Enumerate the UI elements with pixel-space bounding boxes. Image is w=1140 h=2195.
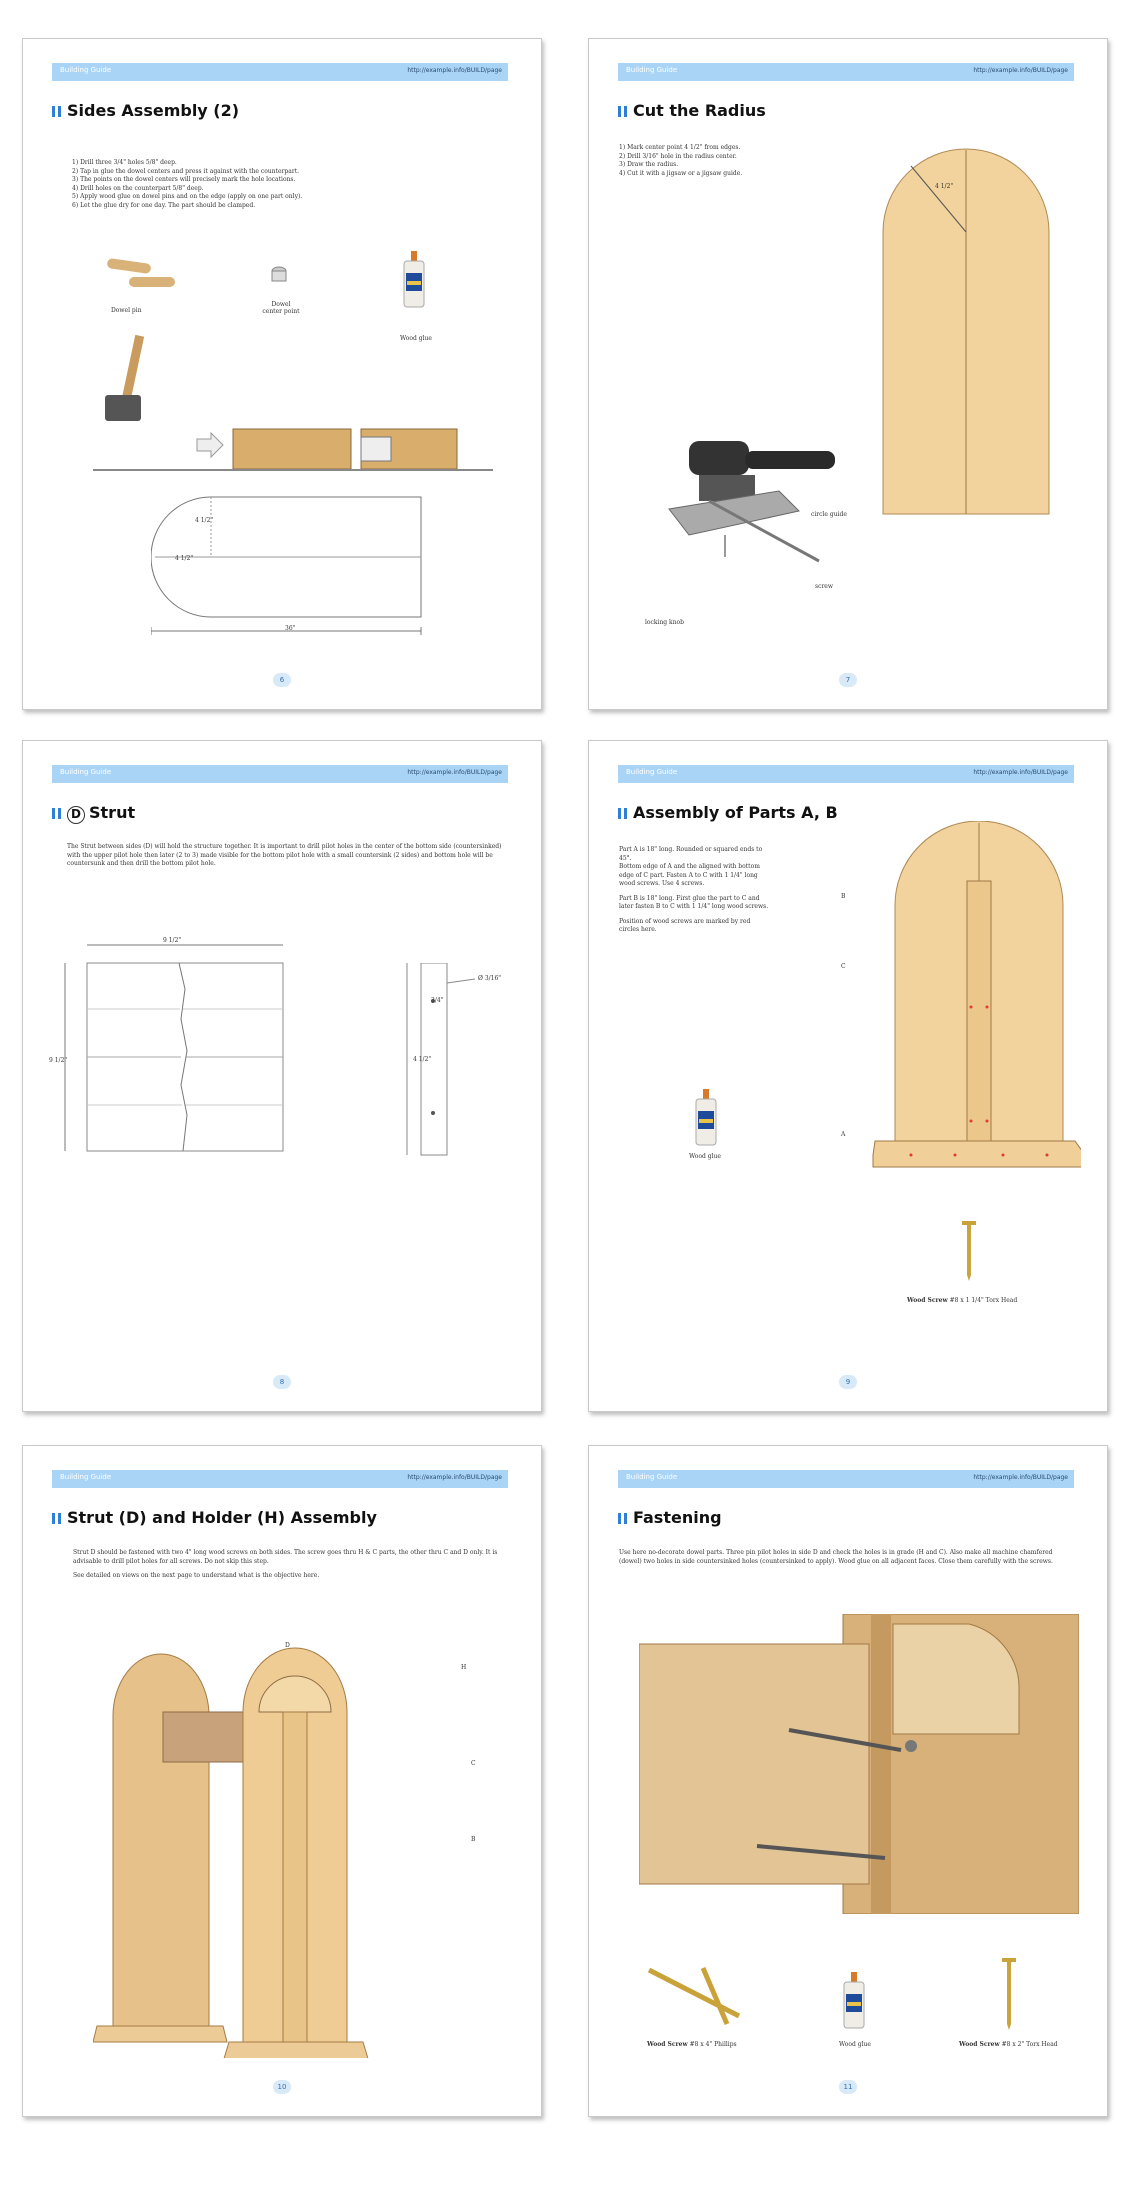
page-number: 8 bbox=[273, 1375, 291, 1389]
assembly-drawing bbox=[871, 821, 1081, 1181]
section-marker-icon bbox=[618, 808, 627, 819]
body-text: Part A is 18" long. Rounded or squared ends to 45°. Bottom edge of A and the aligned with bottom edge of C part. Fasten A to C with 1 1/4" long wood screws. Use 4 screws. Part B is 18" long. First glue the part to C and later fasten B to C with 1 1/4" long wood screws. Position of wood screws are marked by red circles here. bbox=[619, 846, 769, 933]
side-panel-drawing bbox=[151, 491, 433, 643]
wood-screws-crossed-icon bbox=[643, 1966, 753, 2026]
jigsaw-illustration bbox=[649, 431, 869, 581]
section-marker-icon bbox=[52, 1513, 61, 1524]
page-9: Building Guide http://example.info/BUILD/page Assembly of Parts A, B Part A is 18" long. Rounded or squared ends to 45°. Bottom edge of A and the aligned with bottom edge of C part. Fasten A to C with 1 1/4" long wood screws. Use 4 screws. Part B is 18" long. First glue the part to C and later fasten B to C with 1 1/4" long wood screws. Position of wood screws are marked by red circles here. B C A Wood glue Wood Screw #8 x 1 1/4" Torx Head 9 bbox=[588, 740, 1108, 1412]
rounded-panel-drawing bbox=[881, 146, 1051, 516]
page-7: Building Guide http://example.info/BUILD/page Cut the Radius 1) Mark center point 4 1/2" from edges. 2) Drill 3/16" hole in the radius center. 3) Draw the radius. 4) Cut it with a jigsaw or a jigsaw guide. 4 1/2" circle guide screw locking knob 7 bbox=[588, 38, 1108, 710]
body-text: Strut D should be fastened with two 4" long wood screws on both sides. The screw goes thru H & C parts, the other thru C and D only. It is advisable to drill pilot holes for all screws. Do not skip this step. See detailed on views on the next page to understand what is the objective here. bbox=[73, 1549, 498, 1579]
fastening-closeup-drawing bbox=[639, 1614, 1079, 1914]
page-title: Strut (D) and Holder (H) Assembly bbox=[52, 1508, 377, 1527]
steps-list: 1) Mark center point 4 1/2" from edges. 2) Drill 3/16" hole in the radius center. 3) Draw the radius. 4) Cut it with a jigsaw or a jigsaw guide. bbox=[619, 144, 743, 177]
page-title: Fastening bbox=[618, 1508, 722, 1527]
page-title: Sides Assembly (2) bbox=[52, 101, 239, 120]
page-header: Building Guide http://example.info/BUILD/page bbox=[618, 63, 1074, 81]
page-header: Building Guide http://example.info/BUILD/page bbox=[52, 1470, 508, 1488]
part-letter-badge: D bbox=[67, 806, 85, 824]
page-number: 10 bbox=[273, 2080, 291, 2094]
body-text: Use here no-decorate dowel parts. Three pin pilot holes in side D and check the holes is in grade (H and C). Also make all machine chamfered (dowel) two holes in side countersinked holes (countersinked to apply). Wood glue on all adjacent faces. Close them carefully with the screws. bbox=[619, 1549, 1053, 1565]
dowel-pins-illustration bbox=[103, 257, 183, 297]
strut-front-drawing bbox=[51, 933, 301, 1161]
page-6: Building Guide http://example.info/BUILD/page Sides Assembly (2) 1) Drill three 3/4" holes 5/8" deep. 2) Tap in glue the dowel centers and press it against with the counterpart. 3) The points on the dowel centers will precisely mark the hole locations. 4) Drill holes on the counterpart 5/8" deep. 5) Apply wood glue on dowel pins and on the edge (apply on one part only). 6) Let the glue dry for one day. The part should be clamped. Dowel pin Dowel center point Wood glue 4 1/2" 4 1/2" 36" 6 bbox=[22, 38, 542, 710]
body-text: The Strut between sides (D) will hold the structure together. It is important to drill pilot holes in the center of the bottom side (countersinked) with the upper pilot hole then later (2 to 3) made visible for the bottom pilot hole with a small countersink (2 sides) and bottom hole will be countersunk and then drill the bottom pilot hole. bbox=[67, 843, 502, 867]
wood-screw-icon bbox=[1001, 1958, 1017, 2030]
mallet-and-board-illustration bbox=[93, 335, 513, 485]
page-10: Building Guide http://example.info/BUILD/page Strut (D) and Holder (H) Assembly Strut D should be fastened with two 4" long wood screws on both sides. The screw goes thru H & C parts, the other thru C and D only. It is advisable to drill pilot holes for all screws. Do not skip this step. See detailed on views on the next page to understand what is the objective here. D H C B 10 bbox=[22, 1445, 542, 2117]
wood-glue-icon bbox=[401, 251, 427, 309]
page-header: Building Guide http://example.info/BUILD/page bbox=[52, 765, 508, 783]
page-8: Building Guide http://example.info/BUILD/page D Strut The Strut between sides (D) will hold the structure together. It is important to drill pilot holes in the center of the bottom side (countersinked) with the upper pilot hole then later (2 to 3) made visible for the bottom pilot hole with a small countersink (2 sides) and bottom hole will be countersunk and then drill the bottom pilot hole. 9 1/2" 9 1/2" Ø 3/16" 3/4" 4 1/2" 8 bbox=[22, 740, 542, 1412]
wood-glue-icon bbox=[841, 1972, 867, 2030]
wood-screw-caption-1: Wood Screw #8 x 4" Phillips bbox=[647, 2041, 737, 2048]
page-header: Building Guide http://example.info/BUILD/page bbox=[52, 63, 508, 81]
steps-list: 1) Drill three 3/4" holes 5/8" deep. 2) Tap in glue the dowel centers and press it against with the counterpart. 3) The points on the dowel centers will precisely mark the hole locations. 4) Drill holes on the counterpart 5/8" deep. 5) Apply wood glue on dowel pins and on the edge (apply on one part only). 6) Let the glue dry for one day. The part should be clamped. bbox=[72, 159, 303, 209]
section-marker-icon bbox=[52, 808, 61, 819]
wood-screw-icon bbox=[961, 1221, 977, 1281]
wood-glue-icon bbox=[693, 1089, 719, 1147]
section-marker-icon bbox=[52, 106, 61, 117]
strut-holder-assembly-drawing bbox=[93, 1646, 423, 2058]
section-marker-icon bbox=[618, 1513, 627, 1524]
strut-side-drawing bbox=[405, 963, 485, 1163]
page-number: 7 bbox=[839, 673, 857, 687]
dowel-center-icon bbox=[269, 265, 289, 287]
page-title: Cut the Radius bbox=[618, 101, 766, 120]
page-number: 11 bbox=[839, 2080, 857, 2094]
section-marker-icon bbox=[618, 106, 627, 117]
page-number: 9 bbox=[839, 1375, 857, 1389]
page-title: Assembly of Parts A, B bbox=[618, 803, 838, 822]
page-header: Building Guide http://example.info/BUILD/page bbox=[618, 765, 1074, 783]
page-number: 6 bbox=[273, 673, 291, 687]
wood-screw-caption-2: Wood Screw #8 x 2" Torx Head bbox=[959, 2041, 1058, 2048]
wood-screw-caption: Wood Screw #8 x 1 1/4" Torx Head bbox=[907, 1297, 1018, 1304]
page-header: Building Guide http://example.info/BUILD/page bbox=[618, 1470, 1074, 1488]
page-11: Building Guide http://example.info/BUILD/page Fastening Use here no-decorate dowel parts. Three pin pilot holes in side D and check the holes is in grade (H and C). Also make all machine chamfered (dowel) two holes in side countersinked holes (countersinked to apply). Wood glue on all adjacent faces. Close them carefully with the screws. Wood Screw #8 x 4" Phillips Wood glue Wood Screw #8 x 2" Torx Head 11 bbox=[588, 1445, 1108, 2117]
page-title: D Strut bbox=[52, 803, 135, 824]
